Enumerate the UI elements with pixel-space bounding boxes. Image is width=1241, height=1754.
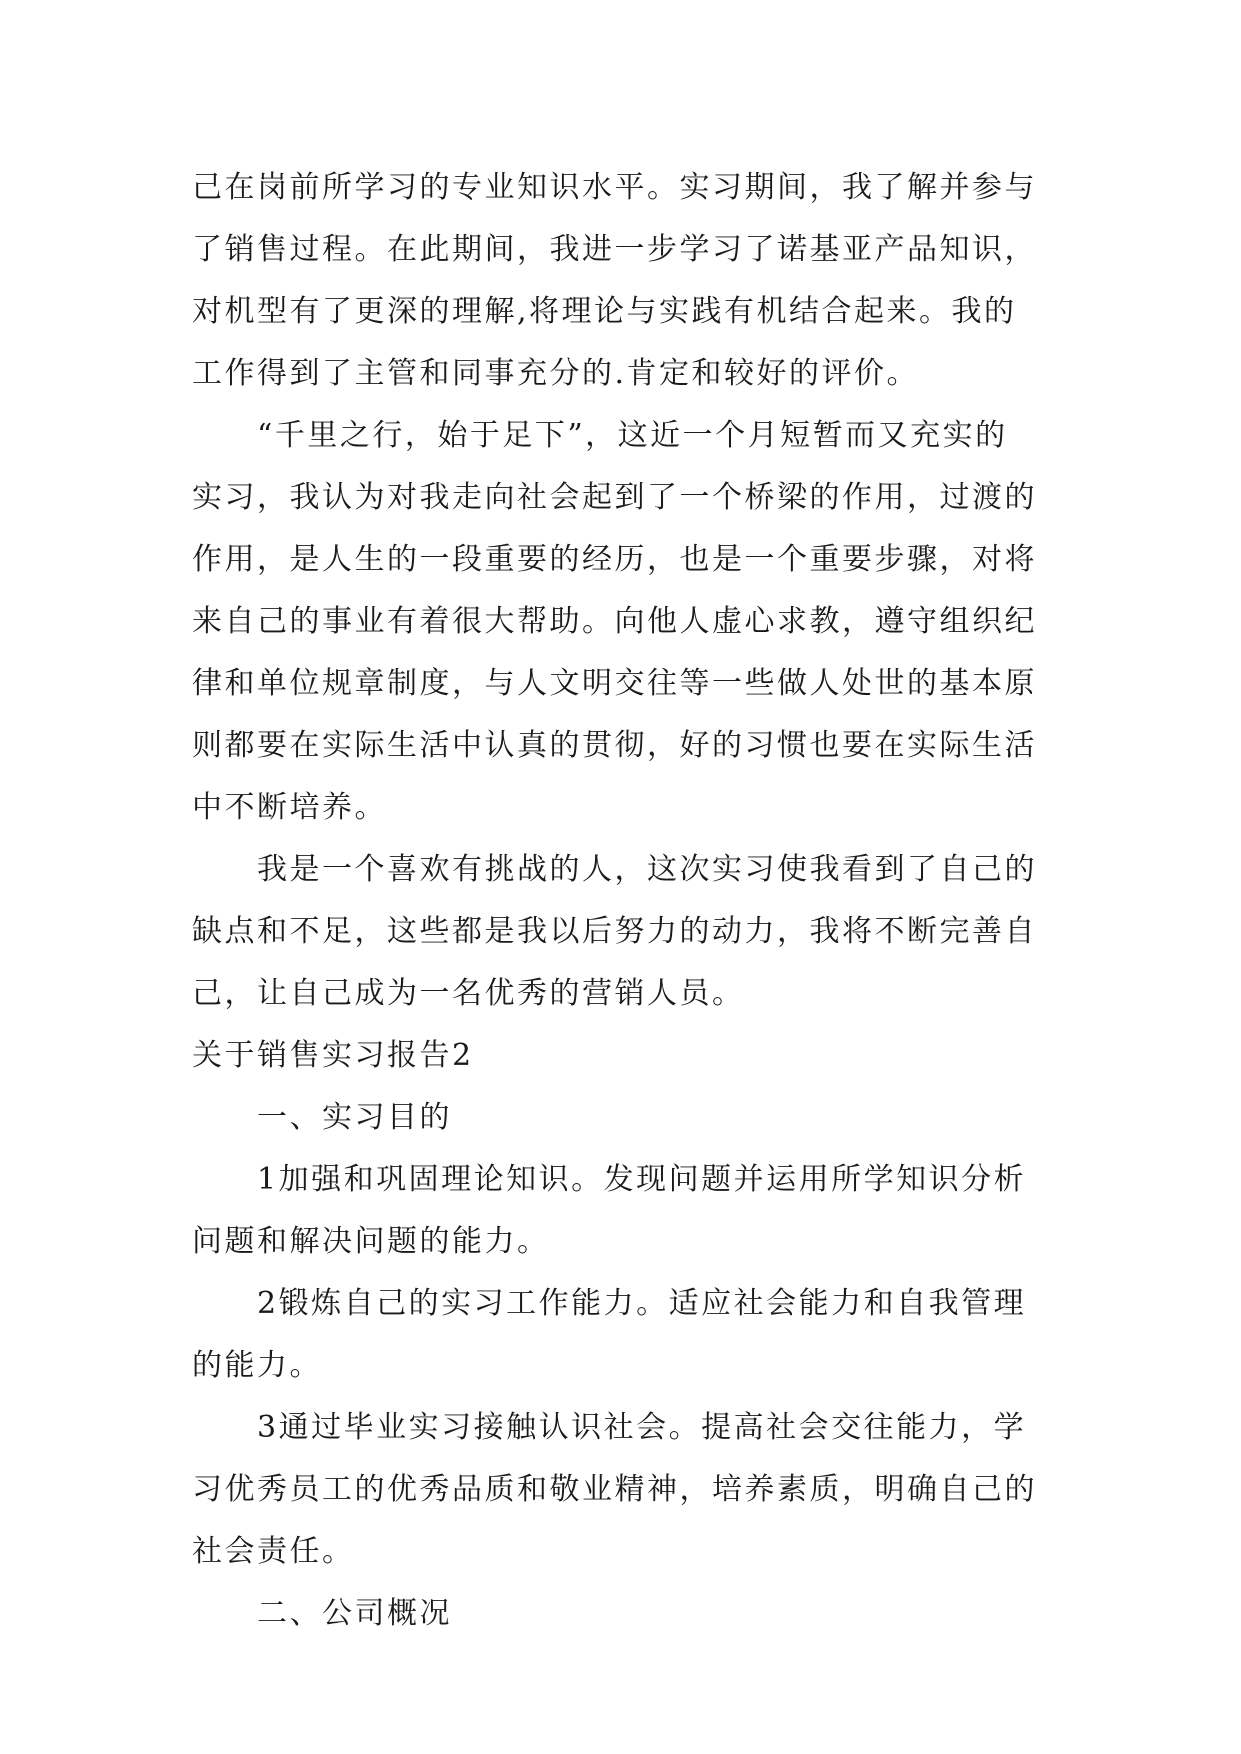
text-line: 己在岗前所学习的专业知识水平。实习期间，我了解并参与 [192,170,1037,205]
text-line: 工作得到了主管和同事充分的.肯定和较好的评价。 [192,356,920,391]
text-line: 实习，我认为对我走向社会起到了一个桥梁的作用，过渡的 [192,480,1037,515]
text-line: 关于销售实习报告2 [192,1038,474,1073]
document-body [192,157,1052,1645]
text-line: 律和单位规章制度，与人文明交往等一些做人处世的基本原 [192,666,1037,701]
text-line: 2锻炼自己的实习工作能力。适应社会能力和自我管理 [257,1286,1027,1321]
text-line: 1加强和巩固理论知识。发现问题并运用所学知识分析 [257,1162,1027,1197]
text-line: 问题和解决问题的能力。 [192,1224,550,1259]
text-line: 作用，是人生的一段重要的经历，也是一个重要步骤，对将 [192,542,1037,577]
text-line: 中不断培养。 [192,790,387,825]
text-line: 来自己的事业有着很大帮助。向他人虚心求教，遵守组织纪 [192,604,1037,639]
text-line: 的能力。 [192,1348,322,1383]
text-line: 对机型有了更深的理解,将理论与实践有机结合起来。我的 [192,294,1017,329]
text-line: 我是一个喜欢有挑战的人，这次实习使我看到了自己的 [257,852,1037,887]
text-line: 社会责任。 [192,1534,355,1569]
text-line: 3通过毕业实习接触认识社会。提高社会交往能力，学 [257,1410,1027,1445]
text-line: “千里之行，始于足下”，这近一个月短暂而又充实的 [257,418,1008,453]
text-line: 则都要在实际生活中认真的贯彻，好的习惯也要在实际生活 [192,728,1037,763]
text-line: 习优秀员工的优秀品质和敬业精神，培养素质，明确自己的 [192,1472,1037,1507]
text-line: 缺点和不足，这些都是我以后努力的动力，我将不断完善自 [192,914,1037,949]
text-line: 二、公司概况 [257,1596,452,1631]
text-line: 了销售过程。在此期间，我进一步学习了诺基亚产品知识， [192,232,1037,267]
text-line: 己，让自己成为一名优秀的营销人员。 [192,976,745,1011]
text-line: 一、实习目的 [257,1100,452,1135]
